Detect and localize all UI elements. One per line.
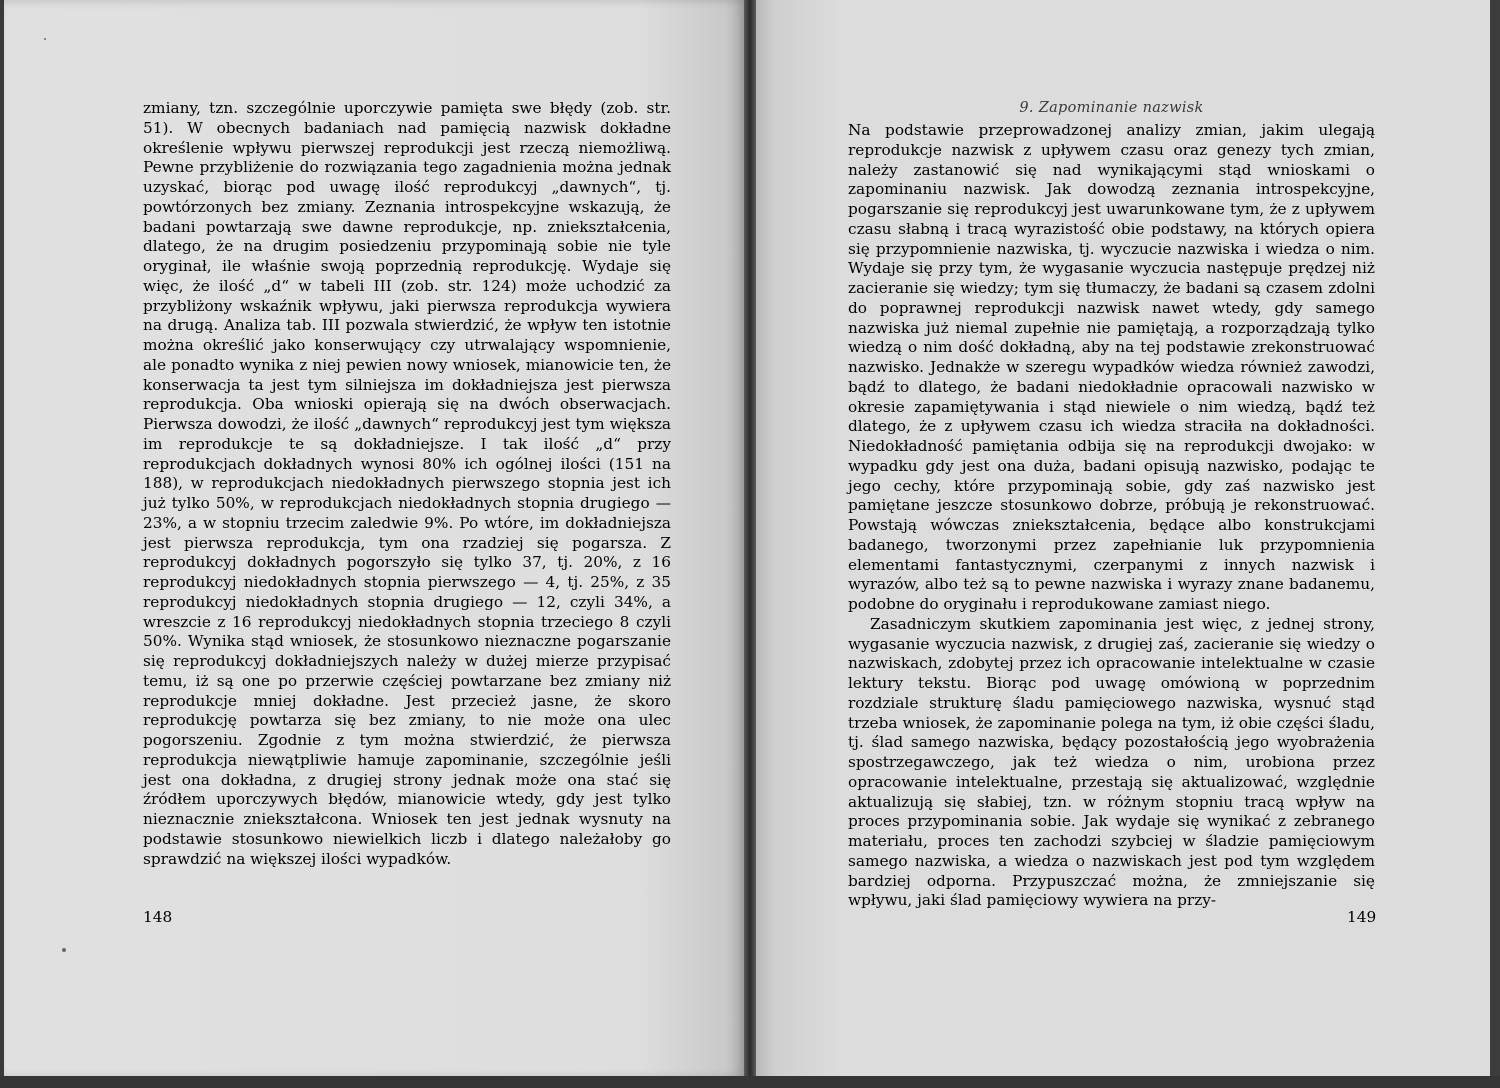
scan-edge-right bbox=[1490, 0, 1500, 1088]
book-gutter bbox=[744, 0, 756, 1088]
scan-speck bbox=[62, 948, 66, 952]
scan-edge-bottom bbox=[0, 1076, 1500, 1088]
page-number-right: 149 bbox=[1347, 908, 1377, 926]
running-head: 9. Zapominanie nazwisk bbox=[1019, 100, 1204, 116]
right-page-body bbox=[848, 121, 1375, 911]
paragraph: Na podstawie przeprowadzonej analizy zmian, jakim ulegają reprodukcje nazwisk z upływem czasu oraz genezy tych zmian, należy zastanowić się nad wynikającymi stąd wnioskami o zapominaniu nazwisk. Jak dowodzą zeznania introspekcyjne, pogarszanie się reprodukcyj jest uwarunkowane tym, że z upływem czasu słabną i tracą wyrazistość obie podstawy, na których opiera się przypomnienie nazwiska, tj. wyczucie nazwiska i wiedza o nim. Wydaje się przy tym, że wygasanie wyczucia następuje prędzej niż zacieranie się wiedzy; tym się tłumaczy, że badani są czasem zdolni do poprawnej reprodukcji nazwisk nawet wtedy, gdy samego nazwiska już niemal zupełnie nie pamiętają, a rozporządzają tylko wiedzą o nim dość dokładną, aby na tej podstawie zrekonstruować nazwisko. Jednakże w szeregu wypadków wiedza również zawodzi, bądź to dlatego, że badani niedokładnie opracowali nazwisko w okresie zapamiętywania i stąd niewiele o nim wiedzą, bądź też dlatego, że z upływem czasu ich wiedza straciła na dokładności. Niedokładność pamiętania odbija się na reprodukcji dwojako: w wypadku gdy jest ona duża, badani opisują nazwisko, podając te jego cechy, które przypominają sobie, gdy zaś nazwisko jest pamiętane jeszcze stosunkowo dobrze, próbują je rekonstruować. Powstają wówczas zniekształcenia, będące albo konstrukcjami badanego, tworzonymi przez zapełnianie luk przypomnienia elementami fantastycznymi, czerpanymi z innych nazwisk i wyrazów, albo też są to pewne nazwiska i wyrazy znane badanemu, podobne do oryginału i reprodukowane zamiast niego. bbox=[848, 121, 1375, 613]
page-number-left: 148 bbox=[143, 908, 173, 926]
scan-speck bbox=[44, 38, 46, 40]
paragraph: zmiany, tzn. szczególnie uporczywie pamięta swe błędy (zob. str. 51). W obecnych badaniach nad pamięcią nazwisk dokładne określenie wpływu pierwszej reprodukcji jest rzeczą niemożliwą. Pewne przybliżenie do rozwiązania tego zagadnienia można jednak uzyskać, biorąc pod uwagę ilość reprodukcyj „dawnych“, tj. powtórzonych bez zmiany. Zeznania introspekcyjne wskazują, że badani powtarzają swe dawne reprodukcje, np. zniekształcenia, dlatego, że na drugim posiedzeniu przypominają sobie nie tyle oryginał, ile właśnie swoją poprzednią reprodukcję. Wydaje się więc, że ilość „d“ w tabeli III (zob. str. 124) może uchodzić za przybliżony wskaźnik wpływu, jaki pierwsza reprodukcja wywiera na drugą. Analiza tab. III pozwala stwierdzić, że wpływ ten istotnie można określić jako konserwujący czy utrwalający wspomnienie, ale ponadto wynika z niej pewien nowy wniosek, mianowicie ten, że konserwacja ta jest tym silniejsza im dokładniejsza jest pierwsza reprodukcja. Oba wnioski opierają się na dwóch obserwacjach. Pierwsza dowodzi, że ilość „dawnych“ reprodukcyj jest tym większa im reprodukcje te są dokładniejsze. I tak ilość „d“ przy reprodukcjach dokładnych wynosi 80% ich ogólnej ilości (151 na 188), w reprodukcjach niedokładnych pierwszego stopnia jest ich już tylko 50%, w reprodukcjach niedokładnych stopnia drugiego — 23%, a w stopniu trzecim zaledwie 9%. Po wtóre, im dokładniejsza jest pierwsza reprodukcja, tym ona rzadziej się pogarsza. Z reprodukcyj dokładnych pogorszyło się tylko 37, tj. 20%, z 16 reprodukcyj niedokładnych stopnia pierwszego — 4, tj. 25%, z 35 reprodukcyj niedokładnych stopnia drugiego — 12, czyli 34%, a wreszcie z 16 reprodukcyj niedokładnych stopnia trzeciego 8 czyli 50%. Wynika stąd wniosek, że stosunkowo nieznaczne pogarszanie się reprodukcyj dokładniejszych należy w dużej mierze przypisać temu, iż są one po przerwie częściej powtarzane bez zmiany niż reprodukcje mniej dokładne. Jest przecież jasne, że skoro reprodukcję powtarza się bez zmiany, to nie może ona ulec pogorszeniu. Zgodnie z tym można stwierdzić, że pierwsza reprodukcja niewątpliwie hamuje zapominanie, szczególnie jeśli jest ona dokładna, z drugiej strony jednak może ona stać się źródłem uporczywych błędów, mianowicie wtedy, gdy jest tylko nieznacznie zniekształcona. Wniosek ten jest jednak wysnuty na podstawie stosunkowo niewielkich liczb i dlatego należałoby go sprawdzić na większej ilości wypadków. bbox=[143, 99, 671, 868]
paragraph: Zasadniczym skutkiem zapominania jest więc, z jednej strony, wygasanie wyczucia nazwisk, z drugiej zaś, zacieranie się wiedzy o nazwiskach, zdobytej przez ich opracowanie intelektualne w czasie lektury tekstu. Biorąc pod uwagę omówioną w poprzednim rozdziale strukturę śladu pamięciowego nazwiska, wysnuć stąd trzeba wniosek, że zapominanie polega na tym, iż obie części śladu, tj. ślad samego nazwiska, będący pozostałością jego wyobrażenia spostrzegawczego, jak też wiedza o nim, urobiona przez opracowanie intelektualne, przestają się aktualizować, względnie aktualizują się słabiej, tzn. w różnym stopniu tracą wpływ na proces przypominania sobie. Jak wydaje się wynikać z zebranego materiału, proces ten zachodzi szybciej w śladzie pamięciowym samego nazwiska, a wiedza o nazwiskach jest pod tym względem bardziej odporna. Przypuszczać można, że zmniejszanie się wpływu, jaki ślad pamięciowy wywiera na przy- bbox=[848, 614, 1375, 910]
left-page-body bbox=[143, 99, 671, 869]
